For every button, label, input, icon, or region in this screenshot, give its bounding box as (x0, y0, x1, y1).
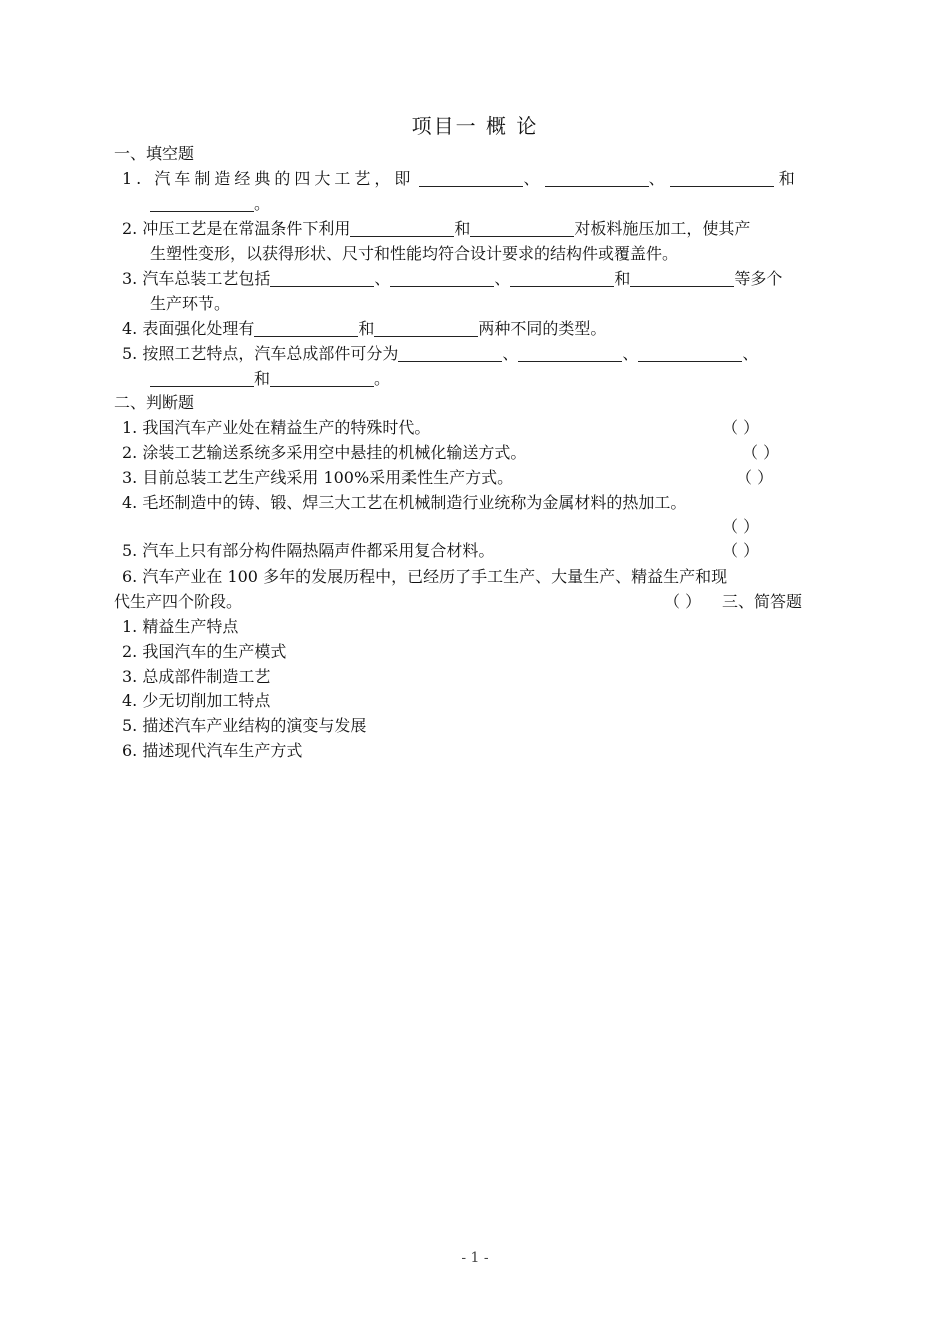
answer-blank[interactable] (518, 345, 622, 362)
answer-parenthesis[interactable]: （ ） (742, 443, 780, 462)
sa-item-6: 6. 描述现代汽车生产方式 (122, 741, 303, 760)
answer-parenthesis[interactable]: （ ） (664, 592, 702, 611)
answer-parenthesis[interactable]: （ ） (722, 517, 760, 536)
answer-blank[interactable] (630, 270, 734, 287)
tf-item-4: 4. 毛坯制造中的铸、锻、焊三大工艺在机械制造行业统称为金属材料的热加工。 (122, 493, 687, 512)
answer-blank[interactable] (470, 220, 574, 237)
answer-blank[interactable] (150, 195, 254, 212)
answer-blank[interactable] (510, 270, 614, 287)
section-heading-fill-blank: 一、填空题 (114, 144, 195, 163)
answer-parenthesis[interactable]: （ ） (722, 541, 760, 560)
question-2: 2. 冲压工艺是在常温条件下利用 和 对板料施压加工，使其产 (122, 219, 751, 238)
tf-item-6: 6. 汽车产业在 100 多年的发展历程中，已经历了手工生产、大量生产、精益生产和现 (122, 567, 728, 586)
answer-blank[interactable] (390, 270, 494, 287)
sa-item-4: 4. 少无切削加工特点 (122, 691, 271, 710)
tf-item-2: 2. 涂装工艺输送系统多采用空中悬挂的机械化输送方式。 (122, 443, 527, 462)
answer-blank[interactable] (398, 345, 502, 362)
tf-item-5: 5. 汽车上只有部分构件隔热隔声件都采用复合材料。 (122, 541, 495, 560)
sa-item-5: 5. 描述汽车产业结构的演变与发展 (122, 716, 367, 735)
answer-blank[interactable] (545, 170, 649, 187)
answer-blank[interactable] (254, 320, 358, 337)
answer-blank[interactable] (270, 370, 374, 387)
question-2-cont: 生塑性变形，以获得形状、尺寸和性能均符合设计要求的结构件或覆盖件。 (150, 244, 679, 263)
tf-item-6-cont: 代生产四个阶段。 (114, 592, 243, 611)
section-heading-true-false: 二、判断题 (114, 393, 195, 412)
answer-parenthesis[interactable]: （ ） (722, 418, 760, 437)
question-5: 5. 按照工艺特点，汽车总成部件可分为 、 、 、 (122, 344, 759, 363)
answer-blank[interactable] (670, 170, 774, 187)
answer-blank[interactable] (374, 320, 478, 337)
sa-item-3: 3. 总成部件制造工艺 (122, 667, 271, 686)
answer-blank[interactable] (270, 270, 374, 287)
page-number: - 1 - (461, 1250, 489, 1266)
tf-item-3: 3. 目前总装工艺生产线采用 100%采用柔性生产方式。 (122, 468, 514, 487)
question-5-cont: 和 。 (150, 368, 390, 390)
answer-blank[interactable] (150, 370, 254, 387)
question-1: 1. 汽车制造经典的四大工艺，即 、 、 和 (122, 169, 795, 188)
section-heading-short-answer: 三、简答题 (722, 592, 803, 611)
question-1-cont: 。 (150, 193, 270, 215)
question-3: 3. 汽车总装工艺包括 、 、 和 等多个 (122, 269, 783, 288)
question-3-cont: 生产环节。 (150, 294, 231, 313)
answer-blank[interactable] (419, 170, 523, 187)
sa-item-2: 2. 我国汽车的生产模式 (122, 642, 287, 661)
question-4: 4. 表面强化处理有 和 两种不同的类型。 (122, 319, 607, 338)
sa-item-1: 1. 精益生产特点 (122, 617, 239, 636)
answer-parenthesis[interactable]: （ ） (736, 468, 774, 487)
answer-blank[interactable] (638, 345, 742, 362)
page-title: 项目一 概 论 (411, 114, 539, 138)
tf-item-1: 1. 我国汽车产业处在精益生产的特殊时代。 (122, 418, 431, 437)
answer-blank[interactable] (350, 220, 454, 237)
